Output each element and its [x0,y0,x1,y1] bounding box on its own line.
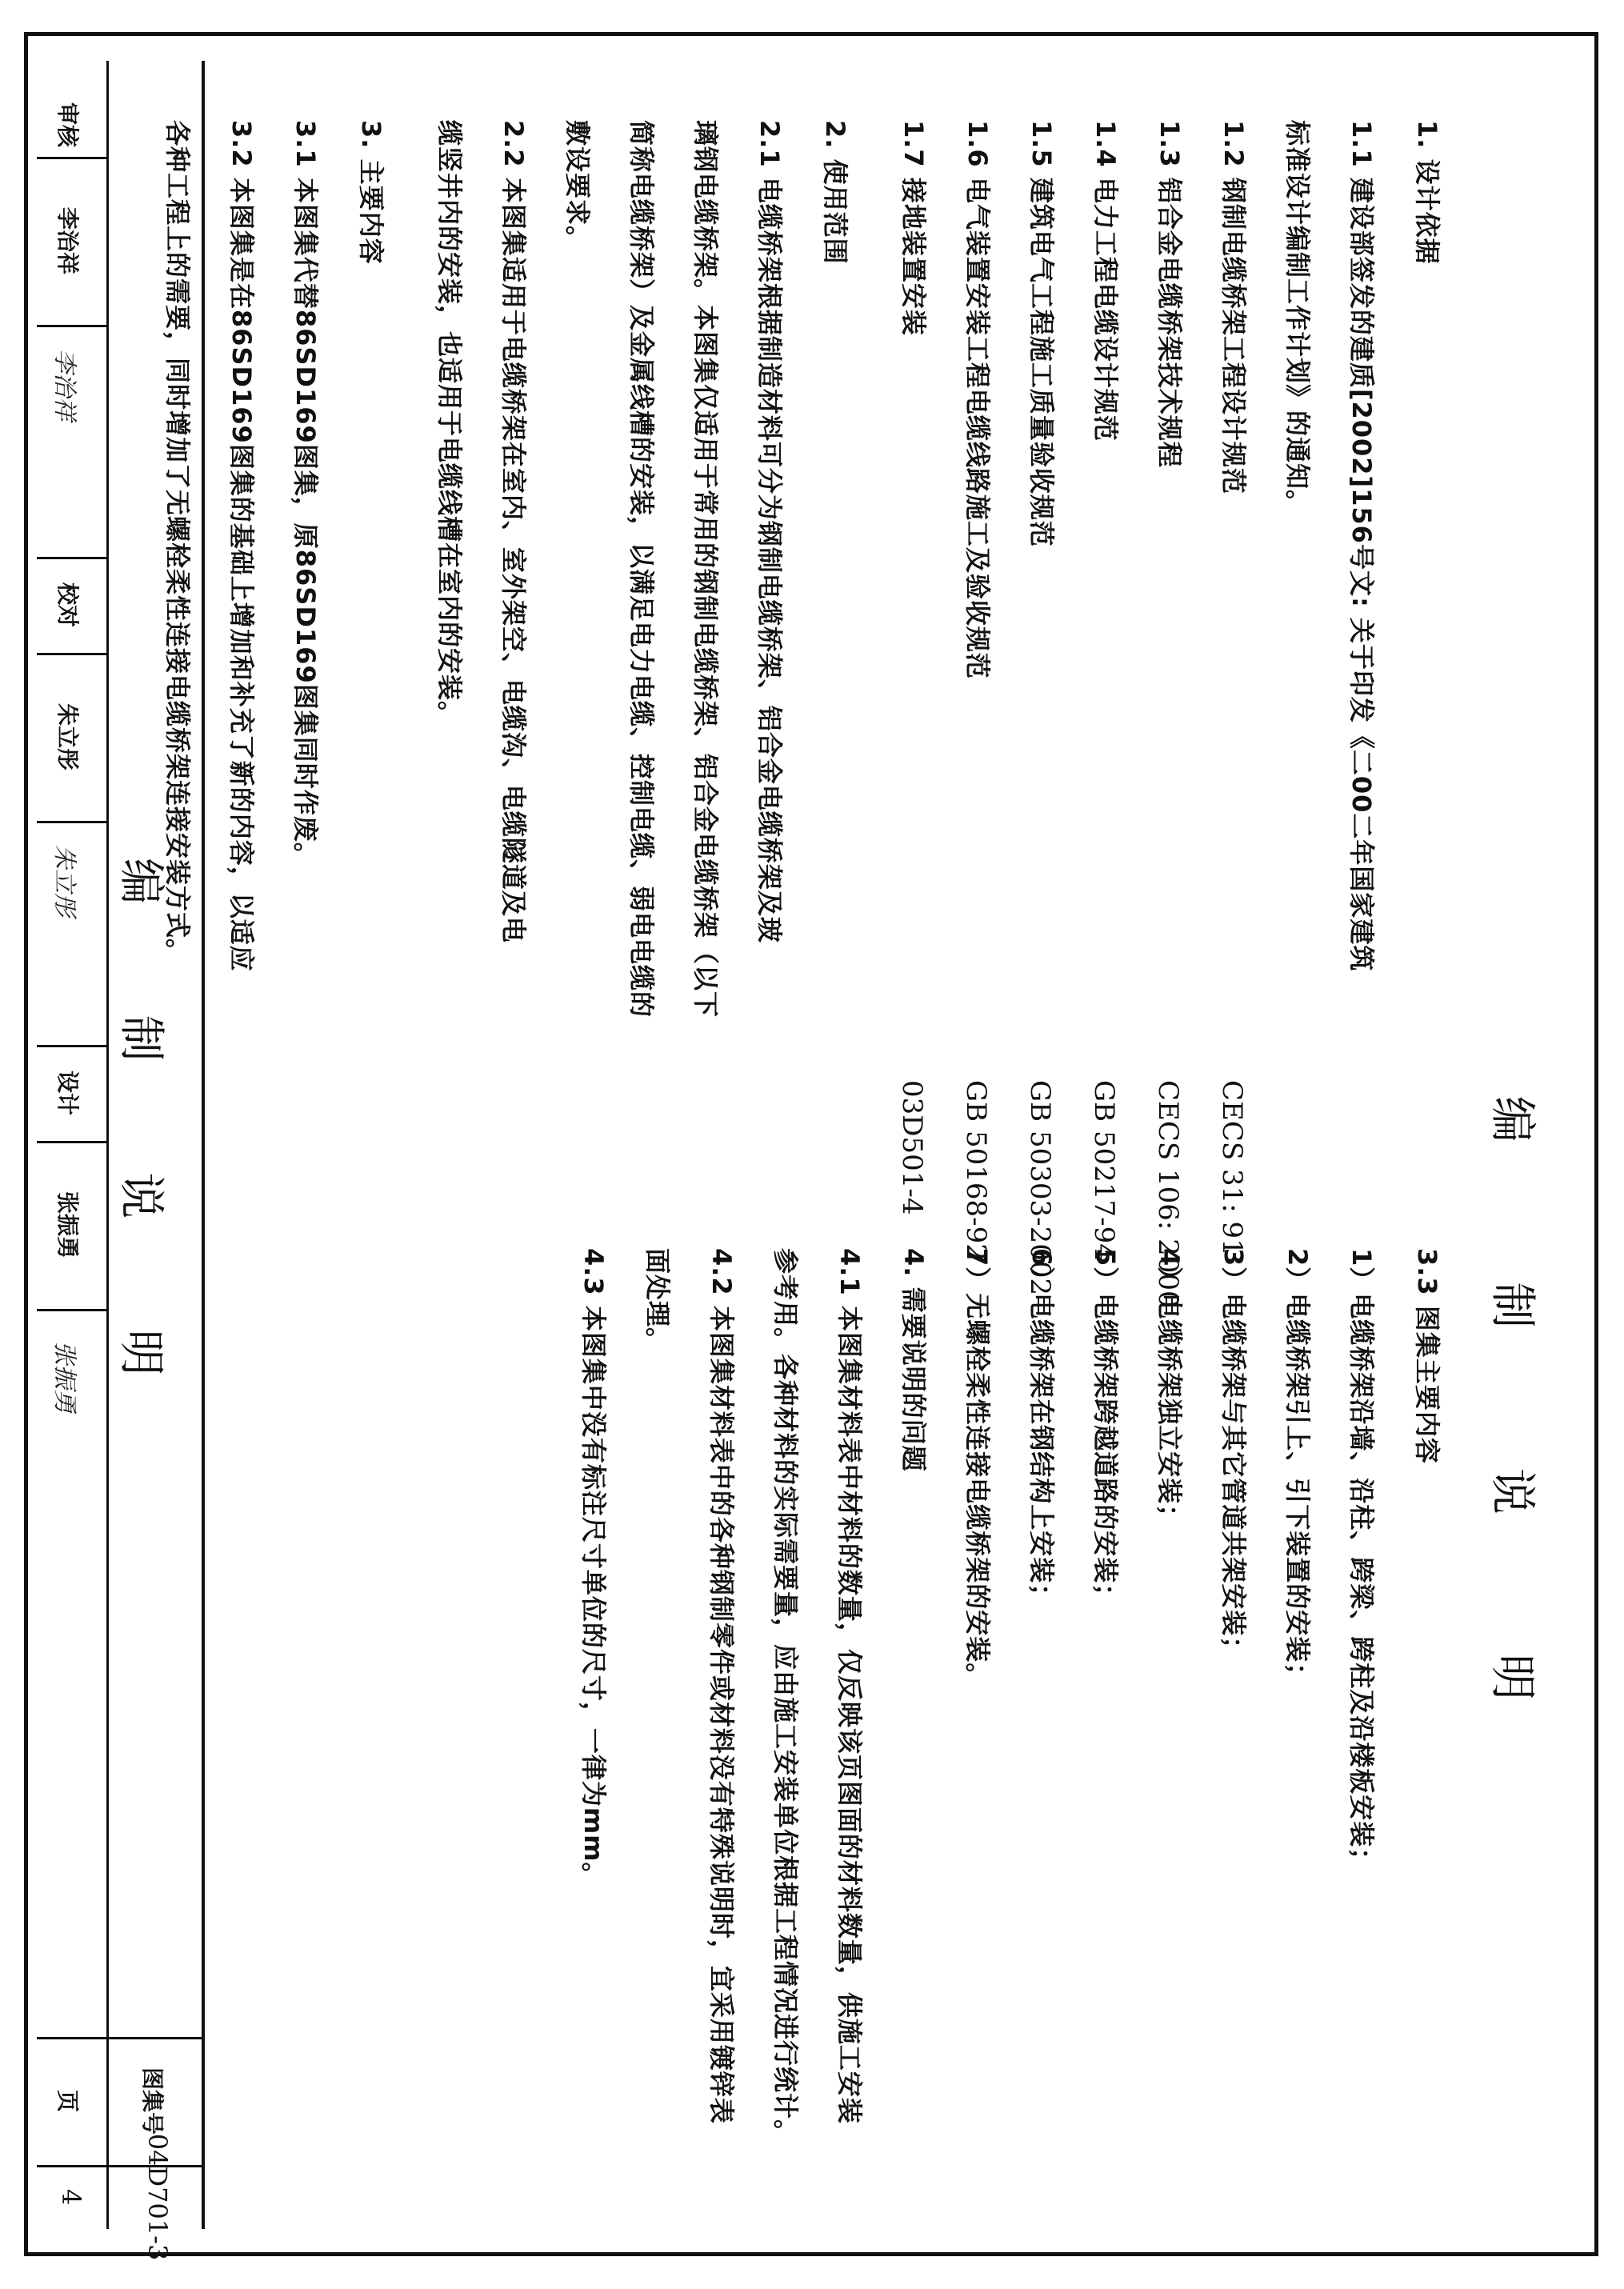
tb-atlas-label: 图集号 [139,2067,166,2135]
item-1-1-line-2: 标准设计编制工作计划》的通知。 [1282,120,1313,517]
tb-value-divider [37,2165,205,2167]
item-3-3-heading: 3.3 图集主要内容 [1412,1248,1442,1464]
item-4-3: 4.3 本图集中没有标注尺寸单位的尺寸，一律为mm。 [578,1248,609,1889]
tb-proofer-signature: 朱立彤 [50,845,78,917]
tb-mid-line [106,61,109,2229]
tb-page-number: 4 [56,2188,86,2206]
content-item-5: 5）电缆桥架跨越道路的安装； [1090,1248,1121,1611]
item-1-7: 1.7 接地装置安装 [898,120,929,336]
content-item-2: 2）电缆桥架引上、引下装置的安装； [1282,1248,1313,1690]
tb-top-line [202,61,205,2229]
section-1-heading: 1. 设计依据 [1412,120,1442,265]
item-1-4: 1.4 电力工程电缆设计规范 [1090,120,1121,442]
item-1-3: 1.3 铝合金电缆桥架技术规程 [1154,120,1185,468]
content-item-3: 3）电缆桥架与其它管道共架安装； [1218,1248,1249,1663]
item-1-7-code: 03D501-4 [896,1080,928,1215]
tb-proofer: 朱立彤 [54,702,81,770]
item-4-1-line-1: 4.1 本图集材料表中材料的数量，仅反映该页图面的材料数量，供施工安装 [834,1248,865,2124]
item-2-2-line-2: 缆竖井内的安装，也适用于电缆线槽在室内的安装。 [434,120,465,728]
item-1-3-code: CECS 106: 2000 [1152,1080,1184,1308]
tb-drawing-name: 编 制 说 明 [114,858,169,1424]
page-title: 编 制 说 明 [1486,1096,1540,1763]
item-2-1-line-2: 璃钢电缆桥架。本图集仅适用于常用的钢制电缆桥架、铝合金电缆桥架（以下 [690,120,721,1018]
item-1-5-code: GB 50303-2002 [1024,1080,1056,1296]
item-2-1-line-4: 敷设要求。 [562,120,593,253]
item-4-2-line-1: 4.2 本图集材料表中的各种钢制零件或材料没有特殊说明时，宜采用镀锌表 [706,1248,737,2124]
tb-reviewer-signature: 李治祥 [50,349,78,421]
tb-sep-5 [37,821,109,823]
item-1-2: 1.2 钢制电缆桥架工程设计规范 [1218,120,1249,494]
section-2-heading: 2. 使用范围 [820,120,850,265]
item-3-2-line-1: 3.2 本图集是在86SD169图集的基础上增加和补充了新的内容，以适应 [226,120,257,972]
tb-sep-3 [37,557,109,559]
tb-review-label: 审核 [54,102,81,147]
item-4-1-line-2: 参考用。各种材料的实际需要量，应由施工安装单位根据工程情况进行统计。 [770,1248,801,2147]
tb-design-label: 设计 [54,1070,81,1115]
section-3-heading: 3. 主要内容 [356,120,386,265]
item-1-6: 1.6 电气装置安装工程电缆线路施工及验收规范 [962,120,993,679]
item-1-5: 1.5 建筑电气工程施工质量验收规范 [1026,120,1057,547]
tb-sep-2 [37,325,109,327]
content-item-4: 4）电缆桥架独立安装； [1154,1248,1185,1531]
tb-atlas-number: 04D701-3 [142,2133,173,2261]
item-1-2-code: CECS 31: 91 [1216,1080,1248,1256]
item-2-1-line-3: 简称电缆桥架）及金属线槽的安装，以满足电力电缆、控制电缆、弱电电缆的 [626,120,657,1018]
tb-page-label: 页 [54,2089,81,2112]
tb-sep-6 [37,1045,109,1047]
tb-reviewer: 李治祥 [54,206,81,274]
content-item-6: 6）电缆桥架在钢结构上安装； [1026,1248,1057,1611]
tb-designer-signature: 张振勇 [50,1341,78,1413]
content-item-1: 1）电缆桥架沿墙、沿柱、跨梁、跨柱及沿楼板安装； [1346,1248,1377,1875]
tb-designer: 张振勇 [54,1191,81,1259]
tb-sep-4 [37,653,109,655]
item-2-2-line-1: 2.2 本图集适用于电缆桥架在室内、室外架空、电缆沟、电缆隧道及电 [498,120,529,943]
tb-proof-label: 校对 [54,582,81,627]
tb-sep-8 [37,1309,109,1311]
section-4-heading: 4. 需要说明的问题 [898,1248,929,1472]
title-block [37,61,205,2261]
item-1-1-line-1: 1.1 建设部签发的建质[2002]156号文: 关于印发《二00二年国家建筑 [1346,120,1377,972]
item-3-1: 3.1 本图集代替86SD169图集，原86SD169图集同时作废。 [290,120,321,869]
item-3-2-line-2: 各种工程上的需要，同时增加了无螺栓柔性连接电缆桥架连接安装方式。 [162,120,193,966]
item-1-4-code: GB 50217-94 [1088,1080,1120,1261]
item-1-6-code: GB 50168-92 [960,1080,992,1261]
content-item-7: 7）无螺栓柔性连接电缆桥架的安装。 [962,1248,993,1690]
tb-sep-1 [37,157,109,159]
tb-label-divider [37,2037,205,2039]
item-4-2-line-2: 面处理。 [642,1248,673,1355]
item-2-1-line-1: 2.1 电缆桥架根据制造材料可分为钢制电缆桥架、铝合金电缆桥架及玻 [754,120,785,943]
tb-sep-7 [37,1141,109,1143]
